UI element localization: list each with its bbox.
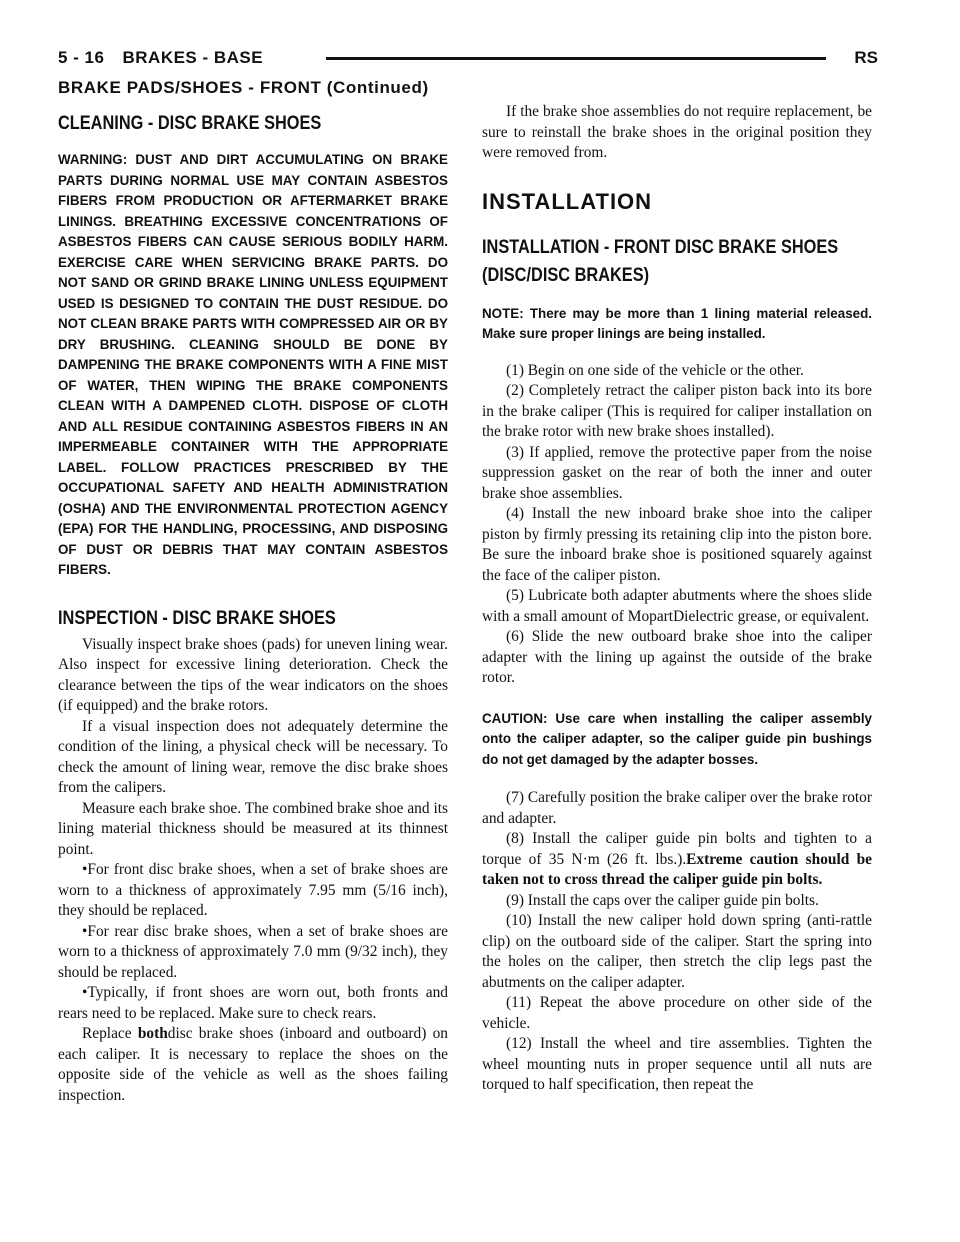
section-title: BRAKES - BASE	[122, 48, 264, 67]
step-8-caution: Extreme caution should be taken not to cross thread the caliper guide pin bolts.	[482, 850, 873, 888]
step-6: (6) Slide the new outboard brake shoe into the caliper adapter with the lining up against the outside of the brake rotor.	[482, 628, 872, 686]
bullet-item-front	[58, 860, 448, 922]
step-12: (12) Install the wheel and tire assemblies. Tighten the wheel mounting nuts in proper sequence until all nuts are torqued to half specification, then repeat the	[482, 1035, 872, 1093]
continued-title: BRAKE PADS/SHOES - FRONT (Continued)	[58, 78, 429, 97]
step-4: (4) Install the new inboard brake shoe into the caliper piston by firmly pressing its retaining clip into the piston bore. Be sure the inboard brake shoe is positioned squarely against the face of the caliper piston.	[482, 505, 872, 584]
installation-subheading-line-2: (DISC/DISC BRAKES)	[482, 264, 650, 286]
replace-paragraph	[58, 1024, 448, 1106]
step-11: (11) Repeat the above procedure on other side of the vehicle.	[482, 994, 872, 1032]
right-column	[482, 103, 873, 1096]
step-1: (1) Begin on one side of the vehicle or the other.	[506, 361, 804, 379]
cleaning-heading: CLEANING - DISC BRAKE SHOES	[58, 113, 322, 134]
replace-post: disc brake shoes (inboard and outboard) on each caliper. It is necessary to replace the shoes on the opposite side of the vehicle as well as the shoes failing inspection.	[58, 1025, 448, 1104]
bullet-glyph: •	[82, 922, 88, 940]
reinstall-paragraph: If the brake shoe assemblies do not require replacement, be sure to reinstall the brake shoes in the original position they were removed from.	[482, 103, 872, 161]
header-rule	[326, 57, 826, 60]
asbestos-warning: WARNING: DUST AND DIRT ACCUMULATING ON BRAKE PARTS DURING NORMAL USE MAY CONTAIN ASBESTOS FIBERS FROM PRODUCTION OR AFTERMARKET BRAKE LININGS. BREATHING EXCESSIVE CONCENTRATIONS OF ASBESTOS FIBERS CAN CAUSE SERIOUS BODILY HARM. EXERCISE CARE WHEN SERVICING BRAKE PARTS. DO NOT SAND OR GRIND BRAKE LINING UNLESS EQUIPMENT USED IS DESIGNED TO CONTAIN THE DUST RESIDUE. DO NOT CLEAN BRAKE PARTS WITH COMPRESSED AIR OR BY DRY BRUSHING. CLEANING SHOULD BE DONE BY DAMPENING THE BRAKE COMPONENTS WITH A FINE MIST OF WATER, THEN WIPING THE BRAKE COMPONENTS CLEAN WITH A DAMPENED CLOTH. DISPOSE OF CLOTH AND ALL RESIDUE CONTAINING ASBESTOS FIBERS IN AN IMPERMEABLE CONTAINER WITH THE APPROPRIATE LABEL. FOLLOW PRACTICES PRESCRIBED BY THE OCCUPATIONAL SAFETY AND HEALTH ADMINISTRATION (OSHA) AND THE ENVIRONMENTAL PROTECTION AGENCY (EPA) FOR THE HANDLING, PROCESSING, AND DISPOSING OF DUST OR DEBRIS THAT MAY CONTAIN ASBESTOS FIBERS.	[58, 152, 448, 577]
header-left	[58, 48, 263, 68]
step-2: (2) Completely retract the caliper piston back into its bore in the brake caliper (This is required for caliper installation on the brake rotor with new brake shoes installed).	[482, 382, 872, 440]
bullet-item-rear	[58, 922, 448, 984]
step-8	[482, 829, 872, 891]
step-3: (3) If applied, remove the protective paper from the noise suppression gasket on the rear of both the inner and outer brake shoe assemblies.	[482, 443, 872, 502]
page-header	[58, 48, 878, 74]
inspection-heading: INSPECTION - DISC BRAKE SHOES	[58, 607, 336, 629]
step-9: (9) Install the caps over the caliper guide pin bolts.	[506, 891, 819, 909]
model-code: RS	[854, 48, 878, 67]
step-10: (10) Install the new caliper hold down spring (anti-rattle clip) on the outboard side of the caliper. Start the spring into the holes on the caliper, then stretch the clip legs past the abutments on the caliper adapter.	[482, 912, 872, 991]
inspection-paragraph-1: Visually inspect brake shoes (pads) for uneven lining wear. Also inspect for excessive lining deterioration. Check the clearance between the tips of the wear indicators on the shoes (if equipped) and the brake rotors.	[58, 635, 448, 714]
step-5: (5) Lubricate both adapter abutments where the shoes slide with a small amount of MopartDielectric grease, or equivalent.	[482, 587, 872, 625]
bullet-glyph: •	[82, 984, 88, 1001]
installation-subheading-line-1: INSTALLATION - FRONT DISC BRAKE SHOES	[482, 236, 839, 258]
caliper-caution: CAUTION: Use care when installing the caliper assembly onto the caliper adapter, so the caliper guide pin bushings do not get damaged by the adapter bosses.	[482, 710, 872, 767]
inspection-paragraph-2: If a visual inspection does not adequately determine the condition of the lining, a physical check will be necessary. To check the amount of lining wear, remove the disc brake shoes from the calipers.	[58, 717, 448, 796]
bullet-glyph: •	[82, 861, 88, 878]
installation-heading: INSTALLATION	[482, 188, 653, 214]
page-number: 5 - 16	[58, 48, 105, 67]
step-7: (7) Carefully position the brake caliper over the brake rotor and adapter.	[482, 789, 872, 827]
bullet-item-typical	[58, 983, 448, 1024]
left-column	[58, 112, 448, 1106]
installation-subheading	[482, 234, 873, 290]
step-8-text: (8) Install the caliper guide pin bolts and tighten to a torque of 35 N·m (26 ft. lbs.).	[482, 830, 872, 868]
bullet-text: For front disc brake shoes, when a set of brake shoes are worn to a thickness of approximately 7.95 mm (5/16 inch), they should be replaced.	[58, 861, 448, 919]
replace-pre: Replace	[82, 1025, 138, 1042]
bullet-text: Typically, if front shoes are worn out, both fronts and rears need to be replaced. Make sure to check rears.	[58, 984, 448, 1022]
bullet-text: For rear disc brake shoes, when a set of brake shoes are worn to a thickness of approximately 7.0 mm (9/32 inch), they should be replaced.	[58, 922, 448, 981]
lining-note: NOTE: There may be more than 1 lining material released. Make sure proper linings are being installed.	[482, 305, 872, 341]
inspection-paragraph-3: Measure each brake shoe. The combined brake shoe and its lining material thickness should be measured at its thinnest point.	[58, 799, 448, 858]
replace-both: both	[137, 1025, 168, 1042]
